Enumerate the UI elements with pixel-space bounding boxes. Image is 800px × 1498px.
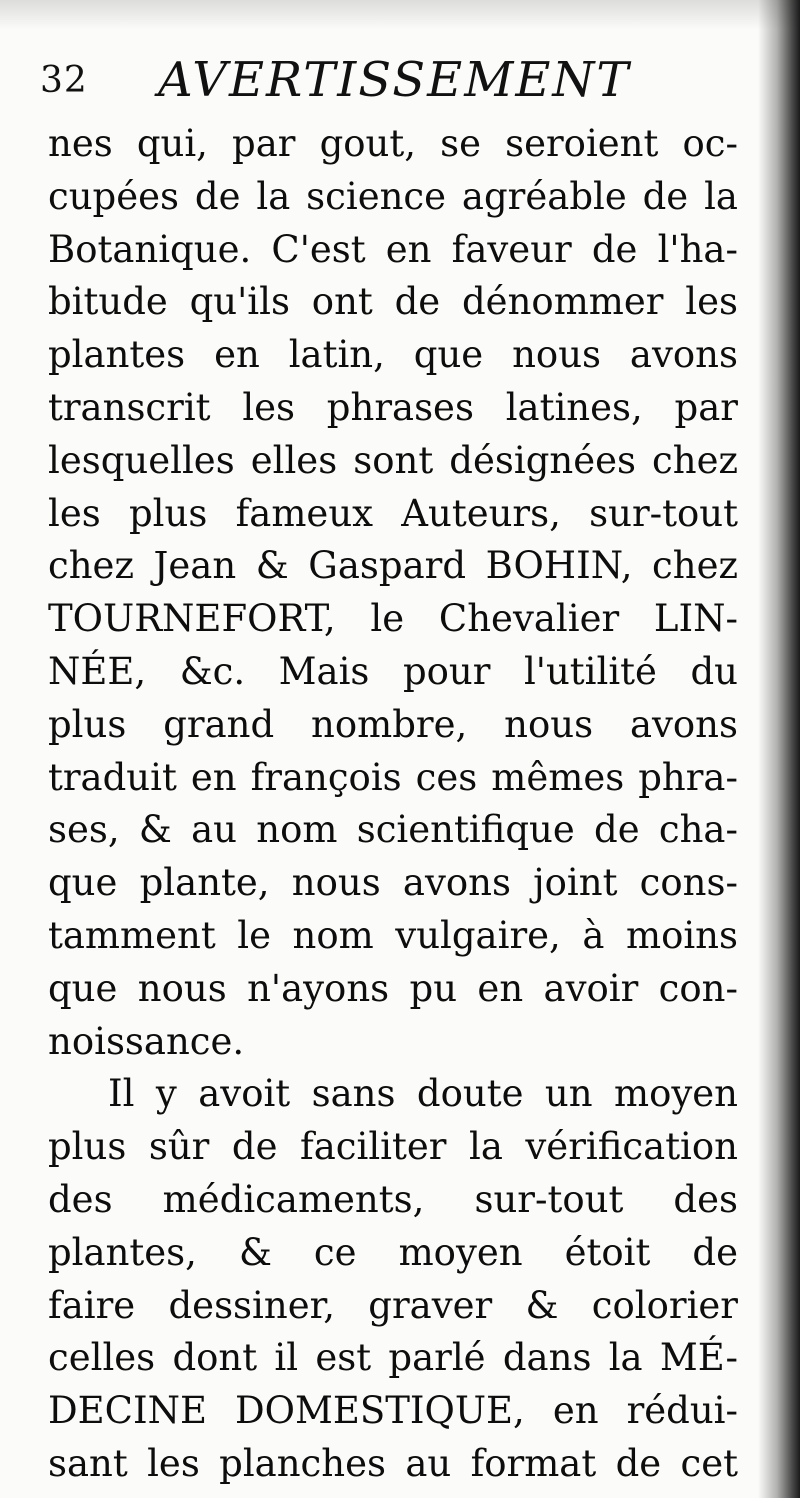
text-line: plus grand nombre, nous avons xyxy=(48,702,738,746)
text-line: que plante, nous avons joint cons- xyxy=(48,861,738,905)
text-line: TOURNEFORT, le Chevalier LIN- xyxy=(48,597,738,641)
text-line: transcrit les phrases latines, par xyxy=(48,385,738,429)
text-line: celles dont il est parlé dans la MÉ- xyxy=(48,1336,738,1380)
text-line: bitude qu'ils ont de dénommer les xyxy=(48,280,738,324)
text-line: noissance. xyxy=(48,1019,245,1063)
text-line: lesquelles elles sont désignées chez xyxy=(48,438,738,482)
text-line: traduit en françois ces mêmes phra- xyxy=(48,755,738,799)
text-line: DECINE DOMESTIQUE, en rédui- xyxy=(48,1389,738,1433)
text-line: sant les planches au format de cet xyxy=(48,1441,738,1485)
paragraph-first-line: Il y avoit sans doute un moyen xyxy=(108,1072,738,1116)
text-line: chez Jean & Gaspard BOHIN, chez xyxy=(48,544,738,588)
text-line: faire dessiner, graver & colorier xyxy=(48,1283,738,1327)
binding-edge xyxy=(758,0,800,1498)
text-line: plus sûr de faciliter la vérification xyxy=(48,1125,738,1169)
text-line: ses, & au nom scientifique de cha- xyxy=(48,808,738,852)
text-line: cupées de la science agréable de la xyxy=(48,174,738,218)
body-text xyxy=(48,118,738,1491)
page-header xyxy=(40,52,740,116)
text-line: tamment le nom vulgaire, à moins xyxy=(48,913,738,957)
page-number: 32 xyxy=(40,60,88,101)
text-line: NÉE, &c. Mais pour l'utilité du xyxy=(48,649,738,693)
running-head: AVERTISSEMENT xyxy=(158,52,631,108)
text-line: nes qui, par gout, se seroient oc- xyxy=(48,122,738,165)
text-line: que nous n'ayons pu en avoir con- xyxy=(48,966,738,1010)
scan-shadow xyxy=(0,0,800,30)
text-line: des médicaments, sur-tout des xyxy=(48,1177,738,1221)
text-line: plantes, & ce moyen étoit de xyxy=(48,1230,738,1274)
text-line: plantes en latin, que nous avons xyxy=(48,333,738,377)
text-line: les plus fameux Auteurs, sur-tout xyxy=(48,491,738,535)
text-line: Botanique. C'est en faveur de l'ha- xyxy=(48,227,738,271)
